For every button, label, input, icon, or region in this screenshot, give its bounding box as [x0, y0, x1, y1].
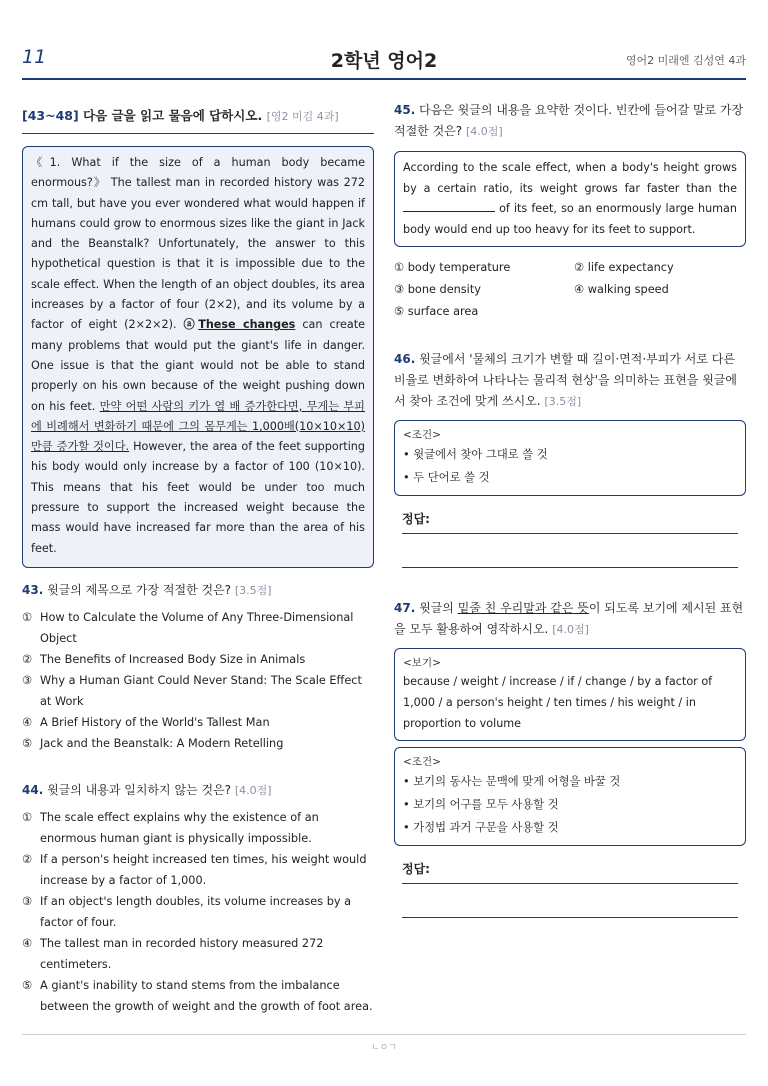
footer-divider [22, 1034, 746, 1035]
option-mark: ① [22, 810, 33, 824]
section-source: [영2 미김 4과] [266, 110, 339, 123]
option-text: walking speed [587, 283, 669, 296]
bogi-text: because / weight / increase / if / change / by a factor of 1,000 / a person's height / ten times / his weight / in proportion to volume [403, 675, 713, 730]
option-text: How to Calculate the Volume of Any Three-Dimensional Object [40, 610, 354, 645]
condition-box [394, 420, 746, 496]
condition-box [394, 747, 746, 846]
option-text: The Benefits of Increased Body Size in Animals [40, 652, 306, 666]
option-text: bone density [407, 283, 481, 296]
option[interactable] [394, 301, 574, 323]
option-mark: ④ [574, 283, 585, 296]
option[interactable] [394, 279, 574, 301]
question-44-number: 44. [22, 782, 44, 797]
condition-label: <조건> [403, 756, 441, 768]
page-title: 2학년 영어2 [330, 50, 438, 72]
question-46-text: 윗글에서 '물체의 크기가 변할 때 길이·면적·부피가 서로 다른 비율로 변화하여 나타나는 물리적 현상'을 의미하는 표현을 윗글에서 찾아 조건에 맞게 쓰시오. [394, 352, 737, 408]
option[interactable] [574, 279, 744, 301]
option-text: If an object's length doubles, its volume increases by a factor of four. [40, 894, 352, 929]
option[interactable] [22, 807, 374, 849]
option[interactable] [22, 849, 374, 891]
question-44-points: [4.0점] [234, 783, 272, 797]
reading-passage [22, 146, 374, 568]
option-text: Jack and the Beanstalk: A Modern Retelling [40, 736, 284, 750]
option-mark: ⑤ [22, 978, 33, 992]
page-number: 11 [22, 46, 47, 68]
option-mark: ② [22, 852, 33, 866]
question-47-number: 47. [394, 601, 416, 615]
page-subtitle: 영어2 미래엔 김성연 4과 [625, 54, 746, 67]
answer-line[interactable] [402, 917, 738, 918]
option-text: life expectancy [587, 261, 674, 274]
option-mark: ② [574, 261, 585, 274]
option-mark: ① [22, 610, 33, 624]
question-44-text: 윗글의 내용과 일치하지 않는 것은? [47, 782, 232, 797]
answer-label: 정답: [402, 512, 430, 526]
section-heading [22, 106, 374, 134]
right-column [394, 100, 746, 918]
option-mark: ③ [394, 283, 405, 296]
option[interactable] [22, 649, 374, 670]
question-47-title [394, 598, 746, 640]
option[interactable] [22, 891, 374, 933]
summary-after: of its feet, so an enormously large human body would end up too heavy for its feet to support. [403, 202, 737, 236]
option-mark: ⑤ [394, 305, 405, 318]
option[interactable] [22, 712, 374, 733]
question-45-number: 45. [394, 103, 416, 117]
question-43-text: 윗글의 제목으로 가장 적절한 것은? [47, 582, 232, 597]
option[interactable] [22, 607, 374, 649]
summary-before: According to the scale effect, when a body's height grows by a certain ratio, its weight grows far faster than the [403, 161, 737, 195]
question-44-title [22, 780, 374, 801]
option-text: The scale effect explains why the existence of an enormous human giant is physically impossible. [40, 810, 319, 845]
option[interactable] [22, 670, 374, 712]
option[interactable] [22, 733, 374, 754]
option-mark: ③ [22, 894, 33, 908]
answer-label: 정답: [402, 862, 430, 876]
left-column [22, 106, 374, 1017]
condition-item: • 가정법 과거 구문을 사용할 것 [403, 821, 559, 834]
option-mark: ④ [22, 936, 33, 950]
option-mark: ③ [22, 673, 33, 687]
bogi-label: <보기> [403, 657, 441, 669]
marker-a: ⓐ [183, 318, 199, 332]
underline-a: These changes [198, 318, 296, 332]
option[interactable] [22, 975, 374, 1017]
option-mark: ② [22, 652, 33, 666]
option-text: If a person's height increased ten times, his weight would increase by a factor of 1,000. [40, 852, 367, 887]
option[interactable] [22, 933, 374, 975]
passage-part3: However, the area of the feet supporting his body would only increase by a factor of 100 (10×10). This means that his feet would be under too much pressure to support the increased weight because the mass would have increased far more than the area of his feet. [31, 440, 365, 555]
question-44 [22, 780, 374, 1017]
summary-box [394, 151, 746, 247]
question-43 [22, 580, 374, 754]
question-43-number: 43. [22, 582, 44, 597]
question-45-points: [4.0점] [465, 125, 503, 138]
question-46-number: 46. [394, 352, 416, 366]
option-text: Why a Human Giant Could Never Stand: The Scale Effect at Work [40, 673, 362, 708]
condition-item: • 보기의 어구를 모두 사용할 것 [403, 798, 559, 811]
bogi-box [394, 648, 746, 741]
section-instruction: 다음 글을 읽고 물음에 답하시오. [83, 108, 263, 123]
condition-item: • 두 단어로 쓸 것 [403, 471, 490, 484]
option[interactable] [394, 257, 574, 279]
question-47 [394, 598, 746, 918]
option-text: A giant's inability to stand stems from the imbalance between the growth of weight and the growth of foot area. [40, 978, 373, 1013]
condition-label: <조건> [403, 429, 441, 441]
question-43-points: [3.5점] [234, 583, 272, 597]
passage-part2: can create many problems that would put the giant's life in danger. One issue is that the giant would not be able to stand properly on his own because of the weight pushing down on his feet. [31, 318, 365, 413]
condition-item: • 보기의 동사는 문맥에 맞게 어형을 바꿀 것 [403, 775, 621, 788]
condition-item: • 윗글에서 찾아 그대로 쓸 것 [403, 448, 548, 461]
header-divider [22, 78, 746, 80]
passage-part1: 《1. What if the size of a human body became enormous?》 The tallest man in recorded history was 272 cm tall, but have you ever wondered what would happen if humans could grow to enormous sizes like the giant in Jack and the Beanstalk? Unfortunately, the answer to this hypothetical question is that it is impossible due to the scale effect. When the length of an object doubles, its area increases by a factor of four (2×2), and its volume by a factor of eight (2×2×2). [31, 156, 365, 332]
question-43-options [22, 607, 374, 754]
question-46-points: [3.5점] [544, 395, 582, 408]
question-47-points: [4.0점] [552, 623, 589, 636]
question-43-title [22, 580, 374, 601]
question-46 [394, 349, 746, 568]
question-47-text-after: 이 되도록 보기에 제시된 표현을 모두 활용하여 영작하시오. [394, 601, 744, 636]
answer-line[interactable] [402, 883, 738, 884]
option-text: A Brief History of the World's Tallest Man [40, 715, 270, 729]
question-47-underlined: 밑줄 친 우리말과 같은 뜻 [457, 601, 589, 615]
answer-line[interactable] [402, 567, 738, 568]
question-range: [43~48] [22, 108, 79, 123]
option-text: surface area [407, 305, 479, 318]
question-44-options [22, 807, 374, 1017]
option-text: body temperature [407, 261, 511, 274]
underlined-korean: 만약 어떤 사람의 키가 열 배 증가한다면, 무게는 부피에 비례해서 변화하기 때문에 그의 몸무게는 1,000배(10×10×10)만큼 증가할 것이다. [31, 399, 365, 454]
question-45-title [394, 100, 746, 142]
question-47-text-before: 윗글의 [419, 601, 458, 615]
option-mark: ① [394, 261, 405, 274]
question-45-options [394, 257, 746, 323]
answer-line[interactable] [402, 533, 738, 534]
page-header [0, 0, 768, 80]
question-46-title [394, 349, 746, 412]
footer-mark: ㄴㅇㄱ [370, 1043, 398, 1053]
summary-blank [403, 200, 495, 212]
option[interactable] [574, 257, 744, 279]
option-text: The tallest man in recorded history measured 272 centimeters. [40, 936, 324, 971]
option-mark: ④ [22, 715, 33, 729]
question-45 [394, 100, 746, 323]
option-mark: ⑤ [22, 736, 33, 750]
question-45-text: 다음은 윗글의 내용을 요약한 것이다. 빈칸에 들어갈 말로 가장 적절한 것은? [394, 103, 744, 138]
